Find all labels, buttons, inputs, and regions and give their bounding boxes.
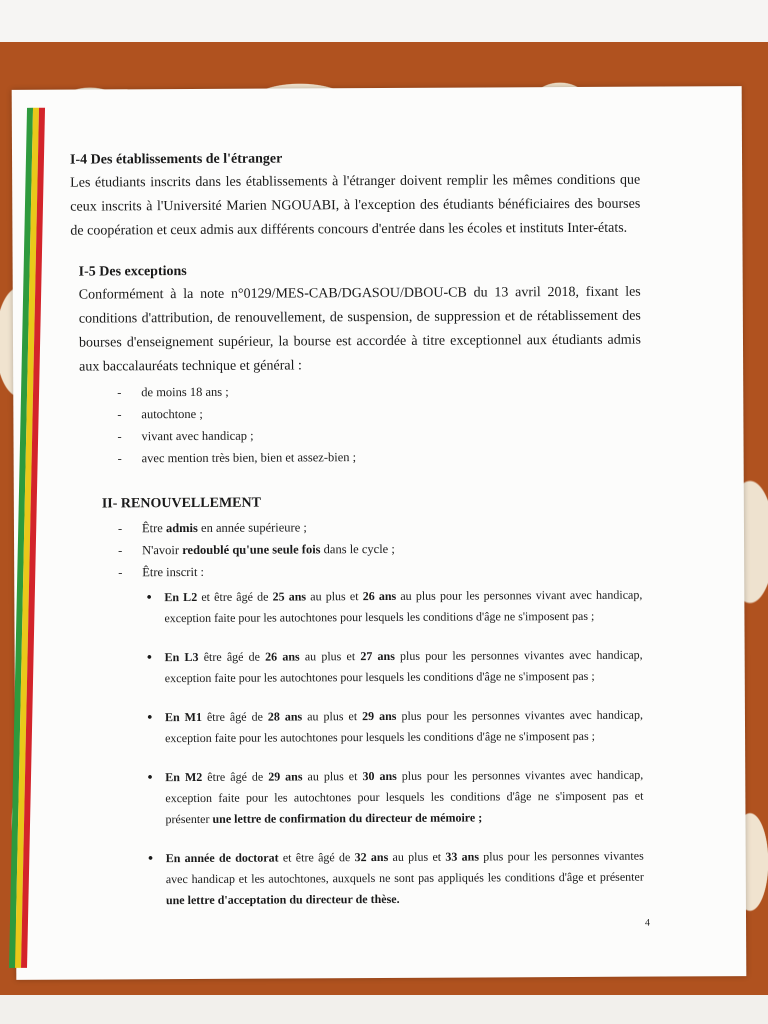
level-item-l3: • En L3 être âgé de 26 ans au plus et 27 ans plus pour les personnes vivantes avec handicap, exception faite pour les autochtones pour lesquels les conditions d'âge ne s'imposent pas ; (147, 645, 643, 690)
page-number: 4 (645, 917, 651, 929)
list-item: - autochtone ; (117, 401, 641, 426)
list-item: - vivant avec handicap ; (117, 423, 641, 448)
list-item: - Être inscrit : (118, 559, 642, 584)
level-item-l2: • En L2 et être âgé de 25 ans au plus et 26 ans au plus pour les personnes vivant avec handicap, exception faite pour les autochtones pour lesquels les conditions d'âge ne s'imposent pas ; (146, 585, 642, 630)
bottom-margin (0, 995, 768, 1024)
list-item: - avec mention très bien, bien et assez-bien ; (118, 445, 642, 470)
section-i5 (71, 259, 642, 470)
section-i5-text: Conformément à la note n°0129/MES-CAB/DGASOU/DBOU-CB du 13 avril 2018, fixant les conditions d'attribution, de renouvellement, de suspension, de suppression et de rétablissement des bourses d'enseignement supérieur, la bourse est accordée à titre exceptionnel aux étudiants admis aux baccalauréats technique et général : (78, 284, 642, 375)
enrollment-levels-list (102, 585, 644, 912)
section-i4-text: Les étudiants inscrits dans les établissements à l'étranger doivent remplir les mêmes conditions que ceux inscrits à l'Université Marien NGOUABI, à l'exception des étudiants bénéficiaires des bourses de coopération et ceux admis aux différents concours d'entrée dans les écoles et instituts Inter-états. (70, 172, 641, 239)
section-i5-title: I-5 Des exceptions (78, 264, 187, 280)
section-ii-title: II- RENOUVELLEMENT (101, 495, 261, 512)
national-flag-stripe (9, 108, 45, 968)
level-item-doctorat: • En année de doctorat et être âgé de 32 ans au plus et 33 ans plus pour les personnes vivantes avec handicap et les autochtones, auxquels ne sont pas appliqués les conditions d'âge et présenter une lettre d'acceptation du directeur de thèse. (148, 846, 644, 912)
document-content (70, 147, 644, 930)
renewal-conditions-list (102, 515, 642, 584)
list-item: - N'avoir redoublé qu'une seule fois dans le cycle ; (118, 537, 642, 562)
section-i4 (70, 147, 640, 244)
level-item-m2: • En M2 être âgé de 29 ans au plus et 30 ans plus pour les personnes vivantes avec handicap, exception faite pour les autochtones pour lesquels les conditions d'âge ne s'imposent pas et présenter une lettre de confirmation du directeur de mémoire ; (147, 765, 643, 831)
document-page (12, 86, 747, 980)
section-i4-title: I-4 Des établissements de l'étranger (70, 151, 283, 168)
list-item: - Être admis en année supérieure ; (118, 515, 642, 540)
list-item: - de moins 18 ans ; (117, 379, 641, 404)
top-margin (0, 0, 768, 42)
section-ii (72, 491, 644, 912)
level-item-m1: • En M1 être âgé de 28 ans au plus et 29 ans plus pour les personnes vivantes avec handicap, exception faite pour les autochtones pour lesquels les conditions d'âge ne s'imposent pas ; (147, 705, 643, 750)
exceptions-list (79, 379, 641, 470)
